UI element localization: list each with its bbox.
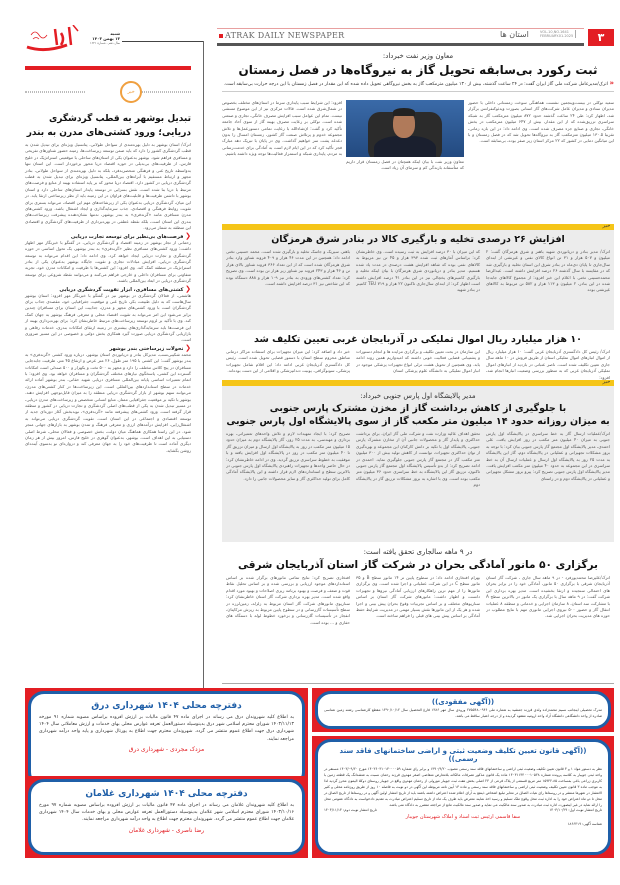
- main-story-col-right: سعید توکلی در بیست‌وپنجمین نشست هماهنگی سوخت زمستانی داخلی با حضور مدیران ستادی و مدیران عامل شرکت‌های گاز استانی بصورت ویدئوکنفرانس برگزار شد، اظهار کرد: طی ۲۴ ساعت گذشته حدود ۸۷۲ میلیون مترمکعب گاز به شبکه سراسری تزریق‌شده که از این مقدار، بیش از ۶۴۷ میلیون مترمکعب در بخش خانگی، تجاری و صنایع جزء مصرف شده است. وی ادامه داد: در این بازه زمانی، تقریبا ۱۳۰.۵ میلیون مترمکعب گاز به نیروگاه‌ها تحویل شد که در فصل زمستان و با این میانگین دمایی در کشور که ۲۲ مرکز استان زیر صفر بوده، بی‌سابقه است.: [468, 100, 614, 144]
- volume-info: VOL.10,NO.1641 FEBRUARY.01.2025: [540, 30, 576, 38]
- left-story-subheading-2: ❮ کشتی‌های مسافری، ابزار تقویت گردشگری دریایی: [59, 284, 191, 293]
- left-story-subheading-3: ❮ تحولات زیرساختی بندر بوشهر: [109, 343, 191, 352]
- atrak-logo-icon: [25, 25, 80, 53]
- news-badge-circle: خبر: [120, 81, 142, 103]
- news-ribbon: خبر: [222, 380, 614, 386]
- newspaper-logo: [25, 25, 80, 53]
- story4-col-1: اترک/عملیات ارسال گاز به خط سراسری در پالایشگاه اول پارس جنوبی به میزان ۴۰ میلیون متر مکعب در روز افزایش یافت. علی احمدی، مدیر پالایشگاه اول مجتمع گاز پارس جنوبی بیان کرد: با توجه به بروز مشکلات تجهیزاتی و عملیاتی در پالایشگاه دوم، گاز این پالایشگاه به مدت ۲۵ روز به پالایشگاه اول ارسال و عملیات ارسال آن به خط سراسری در این مجموعه به حدود ۴۰ میلیون متر مکعب افزایش یافت. مدیر پالایشگاه اول پارس جنوبی تصریح کرد: پیرو بروز مشکل تجهیزاتی و عملیاتی در پالایشگاه دوم و در راستای: [486, 431, 610, 481]
- story2-col-3: باهنر، سیریک و جاسک تخلیه و بارگیری شده است. محمد حسینی تختی ادامه داد: همچنین در این مدت ۴۶ هزار و ۴۰۹ فروند شناور وارد بنادر شرق هرمزگان شده است که از این تعداد ۳۶۶ فروند شناور بالای هزار تن و ۴۶ هزار و ۲۴۳ فروند نیز شناور زیر هزار تن بوده است. وی تصریح کرد: تعداد کشتی‌های ورودی به بنادر نیز ۱۰۹ هزار و ۸۸۸ دستگاه بوده که این شاخص نیز ۳۱ درصد افزایش داشته است.: [226, 249, 350, 287]
- story3-headline: ۱۰ هزار میلیارد ریال اموال تملیکی در آذربایجان غربی تعیین تکلیف شد: [254, 334, 582, 345]
- ad-lost-title: ((آگهی مفقودی)): [431, 698, 495, 706]
- story4-headline-2: به میزان روزانه حدود ۱۴ میلیون متر مکعب گاز از سوی پالایشگاه اول پارس جنوبی: [226, 416, 610, 427]
- news-badge: [25, 86, 191, 98]
- left-story-p1: اترک/ استان بوشهر به دلیل بهره‌مندی از سواحل طولانی، پتانسیل ویژه‌ای برای تبدیل شدن به قطب گردشگری کشور را دارد که باید ضمن توسعه زیرساخت‌ها، زمینه حضور شناورهای تفریحی و مسافری فراهم شود. بوشهر به‌عنوان یکی از استان‌های ساحلی با موقعیتی استراتژیک در خلیج فارس، از ظرفیت‌های بی‌بدیلی در حوزه اقتصاد دریا محور برخوردار است. این استان تنها به‌واسطه تاریخ غنی و فرهنگی منحصربه‌فرد، بلکه به دلیل بهره‌مندی از سواحل طولانی، بنادر مجهز و ارتباط مستقیم با آبراه‌های بین‌المللی، پتانسیل ویژه‌ای برای تبدیل شدن به قطب گردشگری دریایی در کشور دارد. اقتصاد دریا محور که بر پایه استفاده بهینه از منابع و فرصت‌های مرتبط با دریا بنا شده است، نقش بسزایی در توسعه پایدار استان‌های ساحلی دارد و استان بوشهر با داشتن ظرفیت‌ها و قابلیت‌های فراوان در این زمینه باید از نظر زیرساختی ارتقا یابد. در این میان، گردشگری دریایی به‌عنوان یکی از زیرشاخه‌های مهم این اقتصاد، می‌تواند بستری برای تقویت روابط فرهنگی و اقتصادی، جذب سرمایه‌گذاری و ایجاد اشتغال باشد. ورود کشتی‌های مدرن مسافری مانند «گرندفری» به بندر بوشهر، نه‌تنها نشان‌دهنده پیشرفت زیرساخت‌های بندری این استان است، بلکه نقطه عطفی در بهره‌برداری از ظرفیت‌های گردشگری و اقتصادی این منطقه به شمار می‌رود.: [25, 142, 191, 231]
- left-story: [25, 112, 191, 572]
- left-story-p3: هاشمی، از فعالان گردشگری در بوشهر نیز در گفتگو با خبرنگار مهر افزود: استان بوشهر سال‌هاست که به دلیل طبیعت بکر، تاریخ غنی و موقعیت جغرافیایی خود، مقصدی جذاب برای گردشگران است با ورود کشتی‌های مجهز و مدرن، جذابیت این استان برای مسافران چندین برابر می‌شود این امر می‌تواند به تقویت اقتصاد محلی و معرفی فرهنگ بوشهر به جهان کمک کند. وی با تأکید بر لزوم توسعه زیرساخت‌های مرتبط خاطرنشان کرد: برای بهره‌برداری بهینه از این فرصت‌ها باید سرمایه‌گذاری‌های بیشتری در زمینه ارتقای امکانات بندری، خدمات رفاهی و بازاریابی گردشگری دریایی صورت گیرد همکاری بخش دولتی و خصوصی در این مسیر ضروری است.: [25, 292, 191, 343]
- ad-land-body: نظر به دستور مواد ۱ و ۳ قانون تعیین تکلیف وضعیت ثبتی اراضی و ساختمانهای فاقد سند رسمی مصوب ۱۳۹۰/۹/۲۰ و برابر رای شماره ۱۴۰۳۶۰۳۱۰۱۳۰۰۰۰۵۹ مورخ ۱۴۰۳/۰۹/۲۰ مستقر در واحد ثبتی جویبار به کلاسه پرونده شماره ۱۴۰۳۱۱۴۴۰۰۰۱۰۵۲۸ ماده یک قانون مذکور تصرفات مالکانه بلامعارض متقاضی اصغر مهدوی فرزند رحمان نسبت به ششدانگ یک قطعه زمین با کاربری زراعی باغی بمساحت ۱۵۹۴۲.۸۵ متر مربع قسمتی از پلاک فرعی از ۲۴ اصلی بخش هفت ثبت جویبار مورولی از رحمان مهدوی واقع در جویبار روستای دوکلا الیمون محرز گردید لذا به موجب ماده ۳ قانون تعیین تکلیف وضعیت ثبتی اراضی و ساختمانهای فاقد سند رسمی و ماده ۱۳ آیین نامه مربوطه این آگهی در دو نوبت به فاصله ۱۰ روز از طریق روزنامه محلی و کثیر الانتشار در شهرها منتشر و در روستاها رای هیات الصاق در معابر تبلیغ اشخاص ذینفع به آرای اعلام شده اعتراض داشته باشند باید از تاریخ انتشار اولین آگهی و در روستاها از تاریخ الصاق در محل تا دو ماه اعتراض خود را به اداره ثبت محل وقوع ملک تسلیم و رسید اخذ نمایند معترض باید ظرف یک ماه از تاریخ تسلیم اعتراض مبادرت به تقدیم دادخواست به دادگاه عمومی محل را ارائه نماید در غیر اینصورت اداره ثبت مبادرت به صدور سند مالکیت می نماید و صدور سند مالکیت مانع از مراجعه متضرر به دادگاه نمی باشد.: [324, 767, 603, 807]
- left-story-p4: محمد شکیبی‌نسب، مدیرکل بنادر و دریانوردی استان بوشهر، درباره ورود کشتی «گرندفری» به بندر بوشهر گفت: این کشتی با ۱۹۵ متر طول، ۲۶ متر عرض و ارتفاع ۴۵ متر، ظرفیت جابه‌جایی مسافران در پنج کلاس مختلف را دارد و مجهز به ۵۰۰ تخت و یکهزار و ۵۰۰ صندلی است امکانات گسترده این کشتی، پاسخگوی نیازهای مختلف گردشگران و مسافران خواهد بود. وی افزود: با اتمام تعمیرات اساسی پایانه بین‌المللی مسافری دریایی شهید حقانی، بندر بوشهر آماده ارائه خدمات در سطح استانداردهای بین‌المللی است. این زیرساخت‌ها در کنار کشتی‌های مدرن، می‌توانند سهم بوشهر از بازار گردشگری دریایی منطقه را به میزان قابل‌توجهی افزایش دهند. بوشهر با تکیه بر موقعیت جغرافیایی ممتاز، منابع انسانی متخصص و زیرساخت‌های مدرن دریایی، در مسیر تبدیل شدن به یکی از قطب‌های اصلی گردشگری و تجارت دریایی در کشور و منطقه قرار گرفته است. ورود کشتی‌های پیشرفته مانند «گرندفری»، نویدبخش آغاز دوره‌ای جدید از توسعه اقتصادی و اجتماعی در این استان است. تقویت گردشگری دریایی می‌تواند به اشتغال‌زایی، افزایش درآمدهای ارزی و معرفی فرهنگ و تمدن بوشهر به بازارهای جهانی منجر شود. در این راستا همکاری هماهنگ میان دولت، بخش خصوصی و فعالان محلی، شرط اصلی دستیابی به این اهداف است. بوشهر، به‌عنوان گوهری در خلیج فارس، امروز بیش از هر زمان دیگری آماده است تا ظرفیت‌های خود را به جهان معرفی کند و دروازه‌ای نو به‌سوی آینده‌ای روشن بگشاید.: [25, 351, 191, 453]
- ad-land-title: [312, 736, 614, 858]
- story2-col-2: که این میزان با ۳۰ درصد افزایش به ثبت رسیده است. وی خاطرنشان کرد: براساس آمارهای ثبت شده ۳۹۳ هزار و ۴۵ تن نیز مربوط به کالاهای نفتی بوده که شاهد افزایش هشت درصدی در مدت یاد شده هستیم. مدیر بنادر و دریانوردی شرق هرمزگان با بیان اینکه تخلیه و بارگیری کانتینرهای یخچالی نیز در این بنادر ۴۱ درصد افزایش داشته است اظهار کرد: از ابتدای سال‌جاری تاکنون ۲۲ هزار و ۷۱۹ TEU کانتینر در بنادر شهید: [356, 249, 480, 293]
- ad-land-date-2: تاریخ انتشار نوبت دوم: ۱۴۰۳/۱۱/۱۳: [324, 808, 377, 812]
- ad-ghalaman: [25, 776, 308, 858]
- story5-col-2: بهرام افتخاری ادامه داد: در سطوح پایین تر ۱۴ مانور سطح B و ۳۵ مانور سطح C در این شرکت عملیاتی و اجرا شده است. وی برگزاری مانورها را از مهم ترین راهکارهای ارزیابی آمادگی نیروها و تجهیزات دانست و اظهار داشت: مانورهای شرکت گاز استان بر اساس سناریوهای مختلف و بر اساس تجربیات وقوع بحران پیش بینی و اجرا شده و هر یک از این مانورها نقش بسیار مهمی در مدیریت شرایط حفظ آمادگی بر اساس پیش بینی های قبلی را فراهم ساخته است.: [356, 575, 480, 619]
- red-chevron-icon: ❮: [185, 231, 191, 240]
- story4-headline-1: با جلوگیری از کاهش برداشت گاز از مخزن مشترک پارس جنوبی: [269, 403, 567, 414]
- story4-col-3: تصریح کرد: با ایجاد تمهیدات لازم و تلاش واحدهای تعمیراتی، بهره برداری و مهندسی، به مدت ۲۵ روز، گاز پالایشگاه دوم به میزان حدود ۱۵ میلیون متر مکعب در روز به پالایشگاه اول ارسال و میزان تزریق گاز تا ۴۰ میلیون متر مکعب در روز در پالایشگاه اول افزایش یافته و با موفقیت به خطوط سراسری تزریق گردید. وی در ادامه خاطرنشان کرد: در حال حاضر واحدها و تجهیزات راهبردی پالایشگاه اول پارس جنوبی در بالاترین سطح و استانداردهای لازم قرار داشته و این پالایشگاه آمادگی کامل برای تولید حداکثری گاز و سایر محصولات جانبی را دارد.: [226, 431, 350, 481]
- red-square-icon: [219, 34, 223, 38]
- story5-kicker: در ۹ ماهه سالجاری تحقق یافته است:: [363, 548, 473, 556]
- newspaper-english-name: ATRAK DAILY NEWSPAPER: [219, 31, 345, 40]
- column-divider: [203, 41, 204, 700]
- section-divider: [222, 683, 614, 684]
- story5-headline: برگزاری ۵۰ مانور آمادگی بحران در شرکت گاز استان آذربایجان شرقی: [238, 559, 598, 571]
- photo-caption: معاون وزیر نفت با بیان اینکه همچنان در فصل زمستان قرار داریم که متأسفانه بارندگی کم و سرمای آن زیاد است.: [346, 159, 464, 170]
- left-story-headline: تبدیل بوشهر به قطب گردشگری دریایی؛ ورود کشتی‌های مدرن به بندر: [26, 114, 191, 138]
- ad-ghalaman-title: دفترچه محلی ۱۴۰۴ شهرداری غلامان: [85, 789, 248, 799]
- story5-col-1: اترک/علیرضا محمدپورفرد - در ۹ ماهه سال جاری ، شرکت گاز استان آذربایجان شرقی با برگزاری ۵۰ مانور، آمادگی خود را در برابر بحران های احتمالی سنجیده و ارتقا بخشیده است. مدیر بهره برداری این شرکت گفت: در ۹ ماهه سال با برگزاری یک مانور در بالاترین سطح A با مشارکت سه استان، ۸ سازمان اجرایی و خدماتی و منطقه ۸ عملیات انتقال گاز و حضور ۵۰۰ نیروی اجرایی مانوری مهم با نتایج مطلوب در حوزه های مدیریت بحران اجرایی شد.: [486, 575, 610, 619]
- red-chevron-icon: ❮: [185, 343, 191, 352]
- story2-col-1: اترک/ مدیر بنادر و دریانوردی شهید باهنر و شرق هرمزگان گفت: ۲ میلیون و ۵۰۷ هزار و ۳۱ تن انواع کالای نفتی و غیرنفتی از ابتدای سال‌جاری تا پایان دی‌ماه در بنادر شرق این استان تخلیه و بارگیری شد که در مقایسه با سال گذشته ۲۶ درصد افزایش داشته است. عبدالرضا محمدحسینی تختی با اعلام این خبر افزود: از مجموع کالاهای جابه‌جا شده در این بنادر، ۲ میلیون و ۱۱۳ هزار و ۵۸۲ تن مربوط به کالاهای غیرنفتی بوده: [486, 249, 610, 293]
- ad-lost-body: مدرک تحصیلی اینجانب نسیم محمدزاده ولدی فرزند جمشید به شماره ملی ۰۹۴۶-۲۷۵۵۴۸ ورودی سال مهر ۱۳۸۶ فارغ التحصیل سال ۱۳۹۰/۱۰/۱۲ مقطع کارشناسی رشته زمین شناسی صادره از واحد دانشگاهی دانشگاه آزاد واحد ارومیه مفقود گردیده و از درجه اعتبار ساقط می باشد.: [324, 708, 602, 718]
- issue-date: شنبه ۱۳ بهمن ۱۴۰۳ سال دهم - شماره ۱۶۴۱: [89, 31, 120, 45]
- left-red-bar: [25, 66, 191, 70]
- double-chevron-icon: «: [609, 79, 614, 87]
- story4-box: [222, 386, 614, 542]
- main-story-headline: ثبت رکورد بی‌سابقه تحویل گاز به نیروگاه‌ها در فصل زمستان: [238, 63, 598, 77]
- story2-box: [222, 230, 614, 330]
- story3-col-3: خبر داد و اضافه کرد: این میزان تجهیزات برای استفاده مراکز درمانی مناطق محروم سطح استان با دستور قضایی تحویل شده است. رئیس کل دادگستری آذربایجان غربی ادامه داد: این اقلام شامل تجهیزات پزشکی، سونوگرافی، یونیت دندانپزشکی و اقلامی از این دست بوده‌اند.: [226, 349, 350, 374]
- story4-kicker: مدیر پالایشگاه اول پارس جنوبی خبرداد:: [360, 392, 476, 400]
- ad-land-signature: سفا قاسمی ارئیس ثبت اسناد و املاک شهرستان جویبار: [405, 814, 521, 820]
- ad-land-date-1: تاریخ انتشار نوبت اول: ۱۴۰۳/۱۰/۲۹: [549, 808, 602, 812]
- ad-lost-document: [312, 688, 614, 732]
- left-story-p2: رحمانی از تجار بوشهر در زمینه اقتصاد و گردشگری دریایی، در گفتگو با خبرنگار مهر اظهار داشت: ورود کشتی‌های مسافری نظیر «گرندفری» به بندر بوشهر، یک تحول اساسی در حوزه گردشگری و تجارت دریایی ایجاد خواهد کرد. وی ادامه داد: این اقدام می‌تواند به توسعه گردشگری دریایی، افزایش مبادلات تجاری و تقویت جایگاه بوشهر به‌عنوان یکی از بنادر استراتژیک در منطقه کمک کند. وی افزود: این کشتی‌ها با ظرفیت و امکانات مدرن خود، تجربه متفاوتی برای مسافران داخلی و خارجی فراهم می‌کنند و می‌توانند نقطه شروعی برای توسعه گردشگری دریایی در ابعاد بین‌المللی باشند.: [25, 239, 191, 284]
- story5: [222, 548, 614, 665]
- story3: [222, 334, 614, 385]
- ad-darq-body: به اطلاع کلیه شهروندان درق می رساند در اجرای ماده ۴۷ قانون مالیات بر ارزش افزوده براساس مصوبه شماره ۹۱ مورخه ۱۴۰۳/۱۱/۱۳ شورای محترم اسلامی شهر درق بدینوسیله دستورالعمل تعرفه عوارض محلی بهای خدمات و ارزش معاملاتی سال ۱۴۰۴ شهرداری درق جهت اطلاع عموم منتشر می گردد. شهروندان محترم جهت اطلاع به پورتال شهرداری و پایه واحد درآمد شهرداری مراجعه نمایند.: [39, 715, 294, 742]
- main-story-lead: « اترک/مدیرعامل شرکت ملی گاز ایران گفت: در ۲۴ ساعت گذشته، بیش از ۱۳۰ میلیون مترمکعب گاز به بخش نیروگاهی تحویل داده شده که این مقدار در فصل زمستان با این درجه حرارت بی‌سابقه است.: [222, 80, 614, 92]
- red-chevron-icon: ❮: [185, 284, 191, 293]
- page-number: ۳: [588, 29, 614, 46]
- news-ribbon: خبر: [222, 224, 614, 230]
- main-story-kicker: معاون وزیر نفت خبرداد:: [382, 52, 454, 60]
- section-name: استان ها: [500, 30, 529, 39]
- story2-headline: افزایش ۲۶ درصدی تخلیه و بارگیری کالا در بنادر شرق هرمزگان: [271, 234, 565, 245]
- story3-col-1: اترک/ رئیس کل دادگستری آذربایجان غربی گفت: ۱۰ هزار میلیارد ریال از اموال انبارهای اموال تملیکی استان از طریق فروش در ۱۰ ماهه سال جاری تعیین تکلیف شده است. ناصر عتباتی در بازدید از انبارهای اموال تملیکی آذربایجان غربی که به منظور بررسی وضعیت انبارها انجام شد، افزود:: [486, 349, 610, 380]
- main-story-col-left: افزود: این شرایط سبب پایداری سرما در استان‌های مختلف بخصوص در شمال‌شرق شده است. قالات مرکزی نیز از این موضوع مستثنی نیست. تمام این عوامل سبب افزایش مصرف خانگی، تجاری و صنعتی شده است. توکلی بر رعایت مصرف بهینه گاز از سوی آحاد جامعه تأکید کرد و گفت: ان‌شاءالله با رعایت تمامی دستورعمل‌ها و تلاش مجموعه خدوم و پرتلاش صنعت گاز کشور، زمستان امسال را بدون دغدغه پشت سر خواهیم گذاشت. وی در پایان با تبریک دهه مبارک فجر تأکید کرد که در این ایام لازم است به آمادگی برای خدمت‌رسانی به مردم، پایداری شبکه و استمرار فعالیت‌ها توجه ویژه داشته باشیم.: [222, 100, 342, 157]
- left-story-subheading-1: ❮ فرصت‌های بی‌نظیر برای توسعه تجارت دریایی: [70, 231, 191, 240]
- ad-ghalaman-body: به اطلاع کلیه شهروندان غلامان می رساند در اجرای ماده ۴۷ قانون مالیات بر ارزش افزوده براساس مصوبه شماره ۹۷ مورخ ۱۴۰۳/۱۰/۱۶ شورای محترم اسلامی شهر غلامان بدینوسیله دستورالعمل تعرفه عوارض محلی و بهای خدمات سال ۱۴۰۴ شهرداری غلامان جهت اطلاع عموم منتشر می گردد. شهروندان محترم جهت اطلاع به واحد درآمد شهرداری مراجعه نمایند.: [39, 803, 295, 823]
- logo-rule: [122, 41, 204, 42]
- story3-col-2: این سازمان در بحث تعیین تکلیف و برگزاری مزایده ها و انجام دستورات و پشتیبانی قضایی فعالیت خوبی داشته که امیدواریم همین روند ادامه یابد. وی همچنین از تحویل هشت ترلی انواع تجهیزات پزشکی موجود در انبار اموال تملیکی به دانشگاه علوم پزشکی استان: [356, 349, 480, 374]
- main-story-header: [222, 52, 614, 92]
- header-rule: [217, 28, 584, 29]
- header-bar: [217, 43, 584, 46]
- story4-col-2: تحقق اهداف عالیه وزارت نفت و شرکت ملی گاز ایران، برای برداشت حداکثری و پایدار گاز و محصولات جانبی آن از مخازن مشترک پارس جنوبی، پالایشگاه اول با تکیه بر دانش کارکنان این مجموعه و بهره‌گیری از توان حداکثری تجهیزات، توانست از کاهش تولید بیش از ۳۰۰ میلیون متر مکعب گاز در مجتمع گاز پارس جنوبی جلوگیری نماید. احمدی در ادامه تصریح کرد: از بدو تأسیس پالایشگاه اول مجتمع گاز پارس جنوبی تاکنون، تزریق گاز این پالایشگاه به خط سراسری حدود ۳۶ میلیون متر مکعب بوده است. وی با اشاره به بروز مشکلات تزریق گاز در پالایشگاه دوم: [356, 431, 480, 488]
- official-photo: [346, 100, 464, 157]
- ad-ghalaman-signature: رضا ناصری - شهرداری غلامان: [128, 826, 205, 834]
- ad-land-id: شناسه آگهی: ۱۸۶۶۴۱۹: [567, 822, 602, 826]
- ad-darq-signature: مزدک مجردی - شهرداری درق: [128, 745, 205, 753]
- story5-col-3: افتخاری تصریح کرد: نتایج تمامی مانورهای برگزار شده بر اساس استانداردهای موجود ارزیابی و بررسی شده و بر اساس تحلیل نقاط قوت و ضعف و فرصت و بهبود برنامه ریزی اصلاحات و بهبود مورد اقدام واقع شده است. مدیر بهره برداری شرکت گاز استان خاطرنشان کرد: سناریوی مانورهای شرکت گاز استان مربوط به زلزله، زمین‌لرزه در سطح تأسیسات گازرسانی و در سطوح پایین مربوط به ریزش مرکاپتان، انفجار در تأسیسات گازرسانی و برخورد خطوط لوله با دستگاه های حفاری و ... بوده است.: [226, 575, 350, 625]
- ad-darq-title: دفترچه محلی ۱۴۰۴ شهرداری درق: [91, 701, 242, 711]
- ad-land-heading: ((آگهی قانون تعیین تکلیف وضعیت ثبتی و اراضی ساختمانهای فاقد سند رسمی)): [339, 747, 587, 763]
